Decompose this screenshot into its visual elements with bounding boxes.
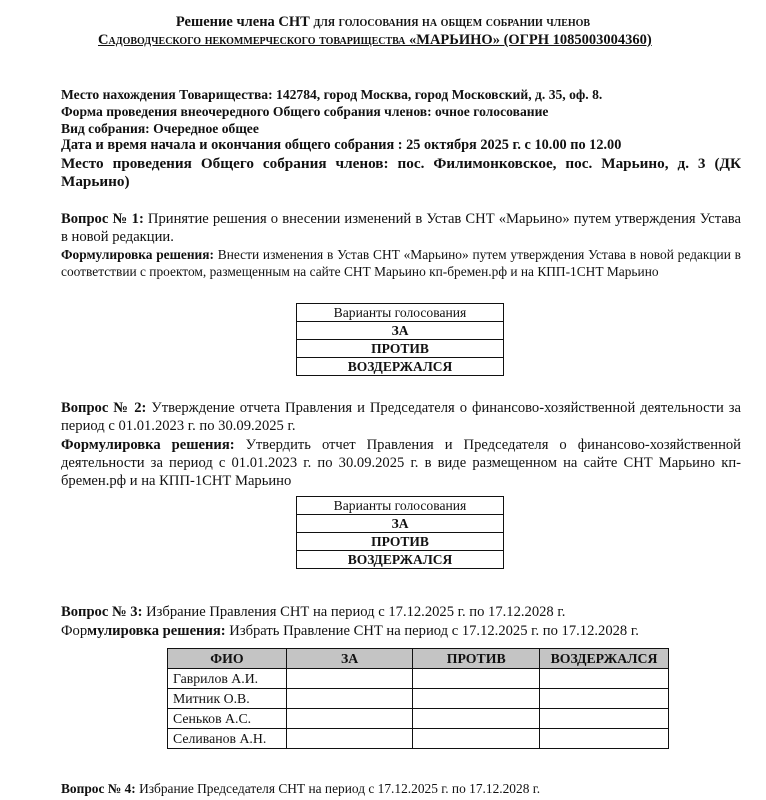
question-2-label: Вопрос № 2:: [61, 400, 147, 416]
question-4-text: Избрание Председателя СНТ на период с 17.12.2025 г. по 17.12.2028 г.: [135, 781, 541, 796]
candidates-table: [167, 648, 669, 749]
vote-cell-za[interactable]: [286, 689, 413, 709]
question-2-decision: [61, 436, 741, 490]
vote-cell-za[interactable]: [286, 669, 413, 689]
question-4-label: Вопрос № 4:: [61, 781, 136, 796]
vote-option-protiv[interactable]: ПРОТИВ: [297, 340, 504, 358]
info-location: Место нахождения Товарищества: 142784, город Москва, город Московский, д. 35, оф. 8.: [61, 87, 603, 102]
question-1: [61, 210, 741, 246]
vote-cell-protiv[interactable]: [413, 729, 540, 749]
vote-cell-za[interactable]: [286, 729, 413, 749]
info-type: Вид собрания: Очередное общее: [61, 121, 259, 136]
question-3: [61, 603, 741, 621]
document-title: [0, 14, 766, 31]
vote-table-header: Варианты голосования: [297, 497, 504, 515]
vote-cell-vozderzhalsya[interactable]: [540, 689, 669, 709]
column-header-vozderzhalsya: ВОЗДЕРЖАЛСЯ: [540, 649, 669, 669]
question-3-decision-text: Избрать Правление СНТ на период с 17.12.2025 г. по 17.12.2028 г.: [225, 623, 639, 639]
question-3-decision-label-prefix: Фор: [61, 623, 88, 639]
column-header-fio: ФИО: [168, 649, 287, 669]
vote-table-question-1: [296, 303, 504, 376]
question-3-decision: [61, 622, 741, 640]
vote-cell-vozderzhalsya[interactable]: [540, 669, 669, 689]
vote-cell-protiv[interactable]: [413, 689, 540, 709]
vote-table-header: Варианты голосования: [297, 304, 504, 322]
question-1-text: Принятие решения о внесении изменений в Устав СНТ «Марьино» путем утверждения Устава в новой редакции.: [61, 211, 741, 245]
question-1-label: Вопрос № 1:: [61, 211, 144, 227]
question-2-decision-label: Формулировка решения:: [61, 437, 235, 453]
vote-cell-protiv[interactable]: [413, 709, 540, 729]
vote-option-za[interactable]: ЗА: [297, 515, 504, 533]
vote-cell-vozderzhalsya[interactable]: [540, 729, 669, 749]
document-subtitle: Садоводческого некоммерческого товарищества «МАРЬИНО» (ОГРН 1085003004360): [98, 32, 652, 48]
vote-option-protiv[interactable]: ПРОТИВ: [297, 533, 504, 551]
vote-cell-vozderzhalsya[interactable]: [540, 709, 669, 729]
info-datetime: Дата и время начала и окончания общего собрания : 25 октября 2025 г. с 10.00 по 12.00: [61, 137, 622, 153]
question-4: [61, 780, 741, 797]
question-3-text: Избрание Правления СНТ на период с 17.12.2025 г. по 17.12.2028 г.: [142, 604, 566, 620]
candidate-name: Селиванов А.Н.: [168, 729, 287, 749]
info-form: Форма проведения внеочередного Общего собрания членов: очное голосование: [61, 104, 549, 119]
table-row: [168, 729, 669, 749]
vote-cell-protiv[interactable]: [413, 669, 540, 689]
title-main: Решение члена СНТ: [175, 14, 314, 30]
question-2-decision-text: Утвердить отчет Правления и Председателя о финансово-хозяйственной деятельности за период с 01.01.2023 г. по 30.09.2025 г. в виде размещенном на сайте СНТ Марьино кп-бремен.рф и на КПП-1СНТ Марьино: [61, 437, 741, 489]
question-2-text: Утверждение отчета Правления и Председателя о финансово-хозяйственной деятельности за период с 01.01.2023 г. по 30.09.2025 г.: [61, 400, 741, 434]
table-row: [168, 709, 669, 729]
question-3-label: Вопрос № 3:: [61, 604, 143, 620]
vote-option-vozderzhalsya[interactable]: ВОЗДЕРЖАЛСЯ: [297, 358, 504, 376]
vote-option-za[interactable]: ЗА: [297, 322, 504, 340]
question-1-decision: [61, 246, 741, 280]
candidate-name: Сеньков А.С.: [168, 709, 287, 729]
table-row: [168, 689, 669, 709]
title-rest: для голосования на общем собрании членов: [313, 14, 591, 30]
vote-cell-za[interactable]: [286, 709, 413, 729]
question-1-decision-label: Формулировка решения:: [61, 247, 214, 262]
candidate-name: Митник О.В.: [168, 689, 287, 709]
candidate-name: Гаврилов А.И.: [168, 669, 287, 689]
vote-option-vozderzhalsya[interactable]: ВОЗДЕРЖАЛСЯ: [297, 551, 504, 569]
vote-table-question-2: [296, 496, 504, 569]
column-header-za: ЗА: [286, 649, 413, 669]
table-row: [168, 669, 669, 689]
info-venue: Место проведения Общего собрания членов: пос. Филимонковское, пос. Марьино, д. 3 (ДК Марьино): [61, 155, 741, 190]
question-2: [61, 399, 741, 435]
candidates-table-header: [168, 649, 669, 669]
question-3-decision-label: мулировка решения:: [87, 623, 226, 639]
question-1-decision-text: Внести изменения в Устав СНТ «Марьино» путем утверждения Устава в новой редакции в соответствии с проектом, размещенным на сайте СНТ Марьино кп-бремен.рф и на КПП-1СНТ Марьино: [61, 247, 741, 279]
column-header-protiv: ПРОТИВ: [413, 649, 540, 669]
